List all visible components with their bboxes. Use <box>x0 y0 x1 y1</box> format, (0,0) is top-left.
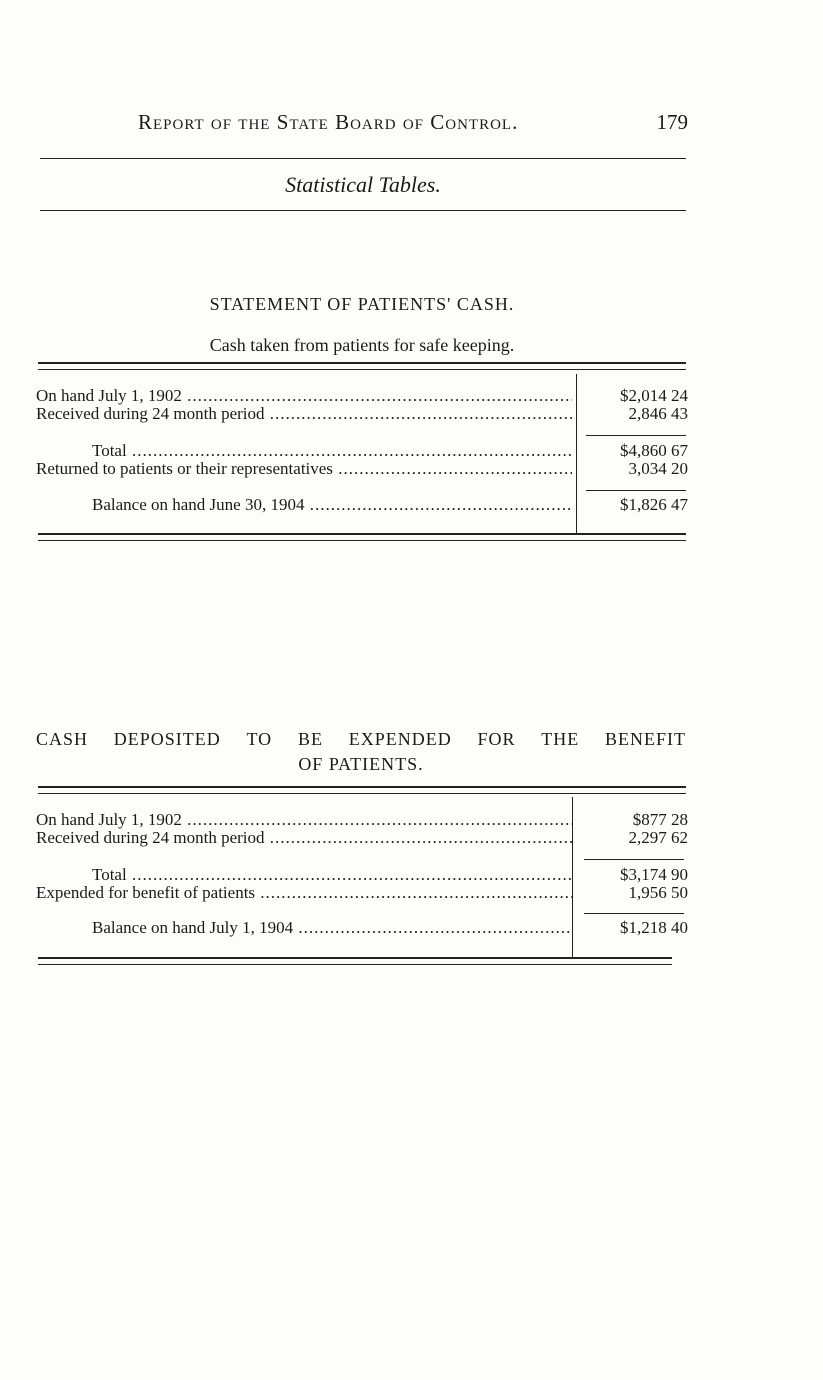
ledger-row-balance <box>36 919 688 937</box>
table-rule-bottom <box>38 957 672 965</box>
row-label: Expended for benefit of patients ..... <box>36 884 572 902</box>
row-label: On hand July 1, 1902 ..... <box>36 387 572 405</box>
row-label: Total ..... <box>92 442 572 460</box>
row-amount: $877 28 <box>632 810 688 829</box>
row-amount: $4,860 67 <box>620 441 688 460</box>
running-head <box>40 110 688 140</box>
title-word: THE <box>541 729 580 749</box>
page-number: 179 <box>656 110 688 134</box>
row-label: Received during 24 month period ..... <box>36 829 572 847</box>
section-title-line <box>36 727 686 752</box>
row-amount: 3,034 20 <box>628 459 688 478</box>
ledger-row <box>36 387 688 405</box>
section-note-patients-cash: Cash taken from patients for safe keeping. <box>209 335 515 355</box>
title-word: BE <box>297 729 323 749</box>
section-title-patients-cash: STATEMENT OF PATIENTS' CASH. <box>209 294 515 314</box>
title-word: CASH <box>36 729 89 749</box>
sum-rule <box>584 859 684 860</box>
row-label: On hand July 1, 1902 ..... <box>36 811 572 829</box>
row-amount: 2,297 62 <box>628 828 688 847</box>
row-amount: $1,826 47 <box>620 495 688 514</box>
row-label: Balance on hand July 1, 1904 ..... <box>92 919 572 937</box>
table-rule-top <box>38 362 686 370</box>
sum-rule <box>586 490 686 491</box>
title-word: BENEFIT <box>604 729 686 749</box>
title-word: EXPENDED <box>348 729 452 749</box>
ledger-row-total <box>36 866 688 884</box>
ledger-row <box>36 829 688 847</box>
title-word: TO <box>246 729 273 749</box>
row-label: Returned to patients or their representatives ..... <box>36 460 572 478</box>
ledger-row <box>36 460 688 478</box>
ledger-row-balance <box>36 496 688 514</box>
ledger-row-total <box>36 442 688 460</box>
ledger-row <box>36 405 688 423</box>
section-title-benefit-cash <box>36 727 686 777</box>
row-amount: $3,174 90 <box>620 865 688 884</box>
title-word: DEPOSITED <box>113 729 221 749</box>
running-title: Report of the State Board of Control. <box>138 110 519 134</box>
ledger-row <box>36 811 688 829</box>
section-title-line: OF PATIENTS. <box>298 754 424 774</box>
row-amount: 1,956 50 <box>628 883 688 902</box>
table-rule-bottom <box>38 533 686 541</box>
subheading: Statistical Tables. <box>285 172 441 197</box>
header-rule-top <box>40 158 686 159</box>
row-label: Received during 24 month period ..... <box>36 405 572 423</box>
row-amount: $1,218 40 <box>620 918 688 937</box>
sum-rule <box>586 435 686 436</box>
row-label: Balance on hand June 30, 1904 ..... <box>92 496 572 514</box>
row-label: Total ..... <box>92 866 572 884</box>
row-amount: $2,014 24 <box>620 386 688 405</box>
sum-rule <box>584 913 684 914</box>
ledger-row <box>36 884 688 902</box>
header-rule-bottom <box>40 210 686 211</box>
title-word: FOR <box>477 729 516 749</box>
row-amount: 2,846 43 <box>628 404 688 423</box>
table-rule-top <box>38 786 686 794</box>
